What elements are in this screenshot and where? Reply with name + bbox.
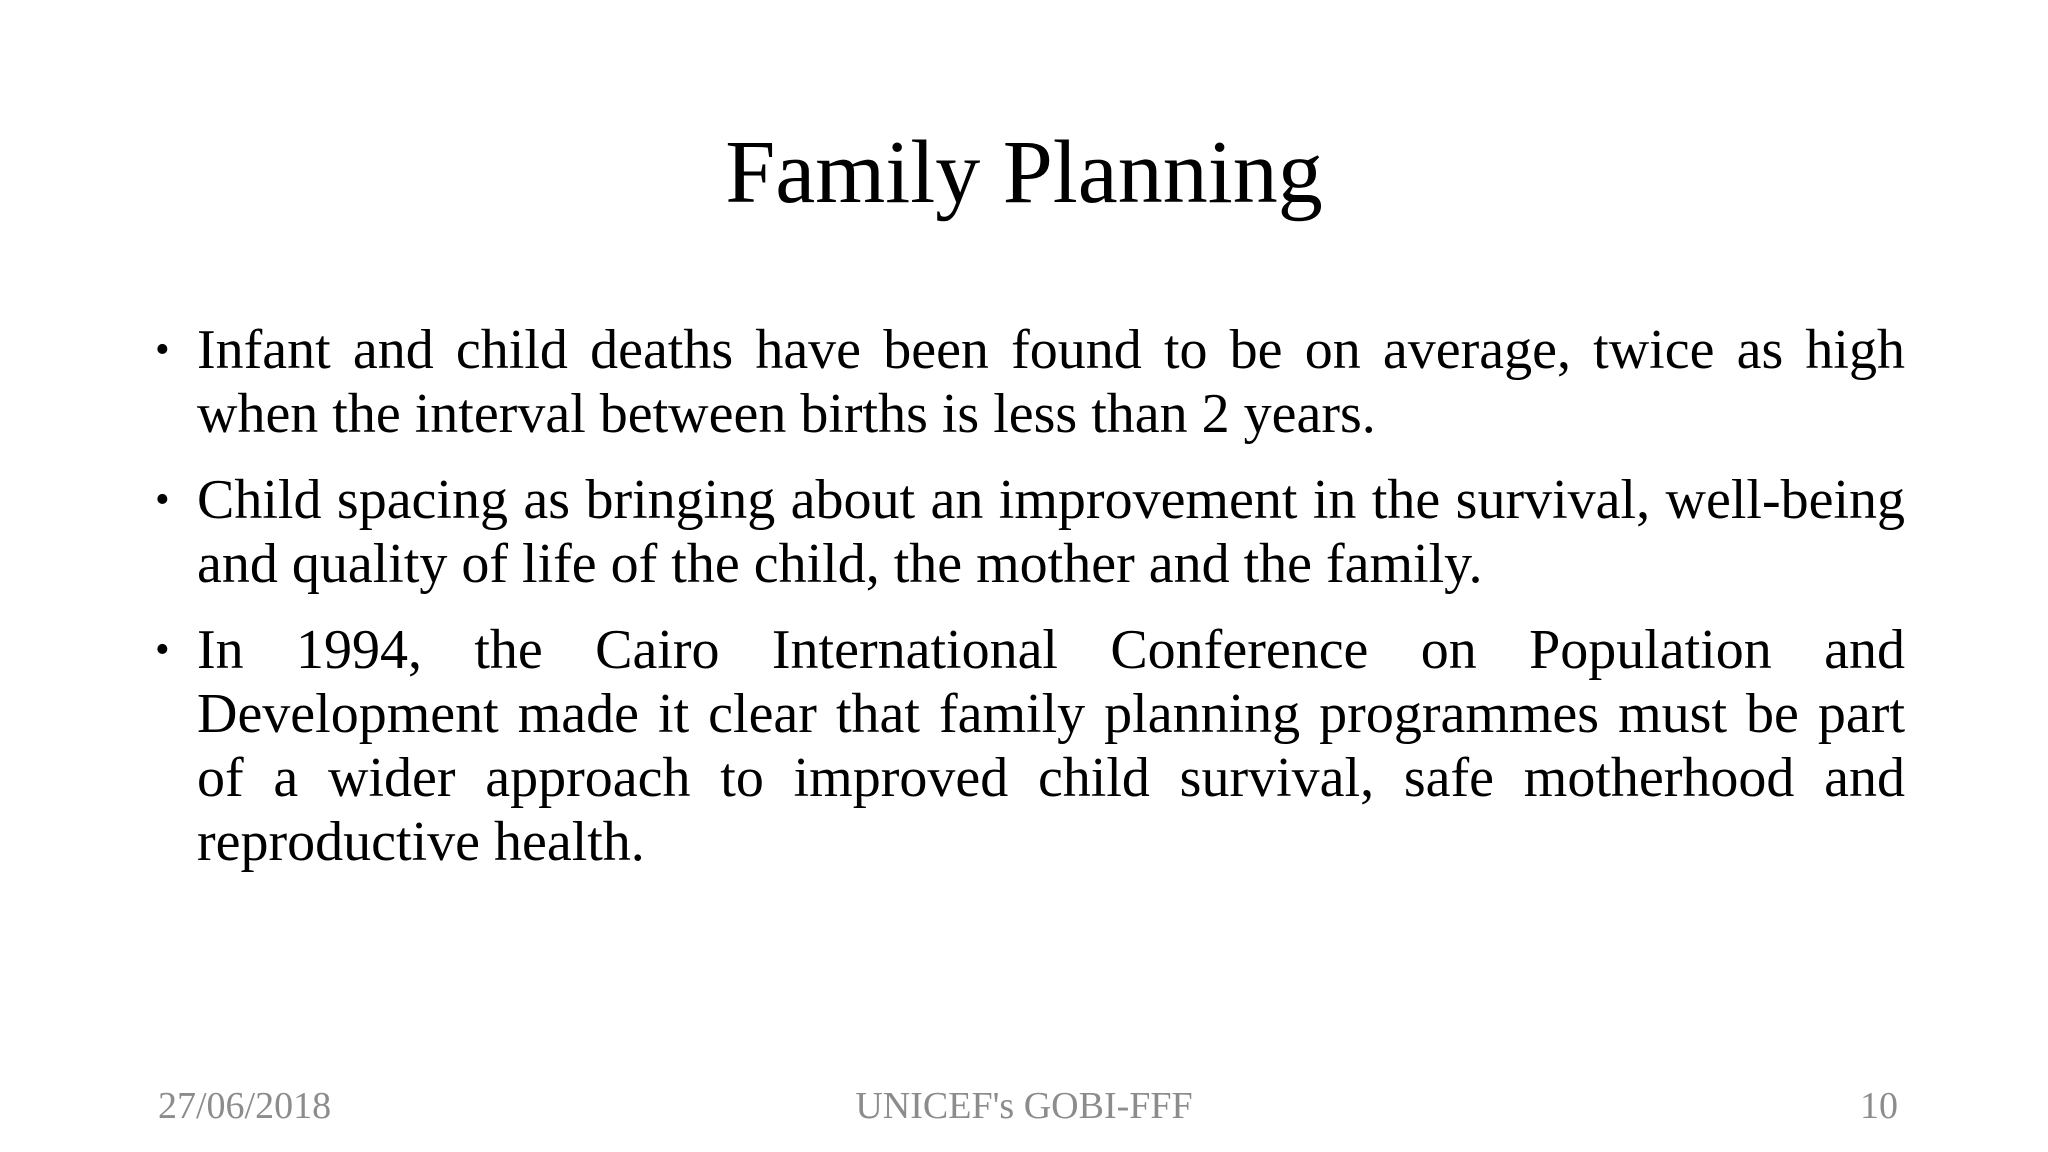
bullet-text: Child spacing as bringing about an improvement in the survival, well-being and quality of life of the child, the mother and the family. (197, 469, 1905, 595)
slide-number: 10 (1860, 1085, 1898, 1127)
bullet-text: Infant and child deaths have been found to be on average, twice as high when the interval between births is less than 2 years. (197, 319, 1905, 445)
bullet-item (155, 468, 1905, 596)
bullet-item (155, 318, 1905, 446)
bullet-text: In 1994, the Cairo International Conference on Population and Development made it clear that family planning programmes must be part of a wider approach to improved child survival, safe motherhood and reproductive health. (197, 619, 1905, 873)
bullet-item (155, 618, 1905, 874)
slide-title: Family Planning (725, 123, 1323, 222)
footer-center-text: UNICEF's GOBI-FFF (855, 1085, 1193, 1127)
bullet-list (155, 318, 1905, 896)
bullet-icon: • (155, 627, 170, 673)
footer-date: 27/06/2018 (158, 1085, 332, 1127)
bullet-icon: • (155, 327, 170, 373)
bullet-icon: • (155, 477, 170, 523)
